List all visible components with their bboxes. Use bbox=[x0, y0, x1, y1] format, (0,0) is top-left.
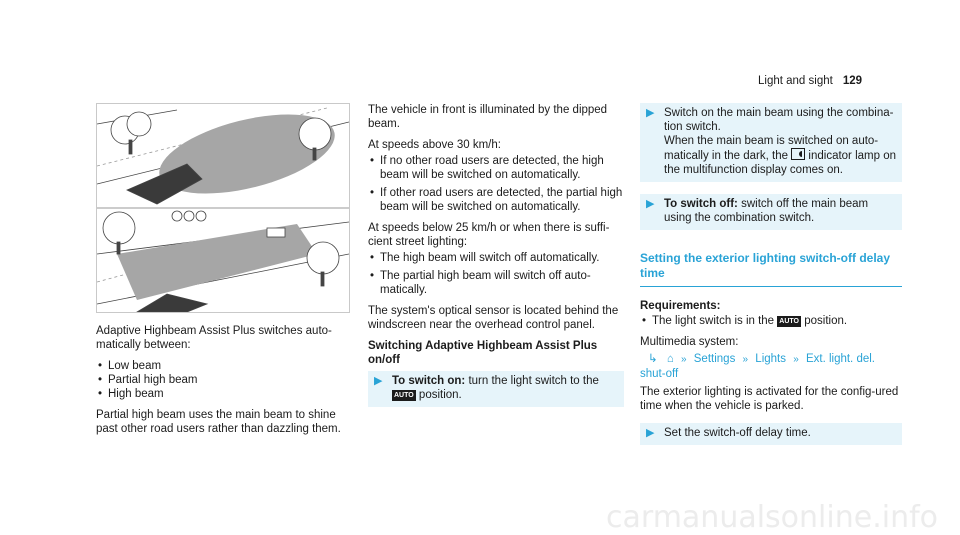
position-word: position. bbox=[804, 315, 848, 327]
requirements-list bbox=[640, 314, 902, 328]
section-name: Light and sight bbox=[758, 75, 833, 87]
path-arrow-icon: ↳ bbox=[648, 353, 658, 365]
path-item-lights[interactable]: Lights bbox=[755, 353, 786, 365]
list-item: • The high beam will switch off automatically. bbox=[368, 251, 624, 265]
switch-off-label: To switch off: bbox=[664, 198, 738, 210]
list-item: • Low beam bbox=[96, 359, 350, 373]
list-item bbox=[640, 314, 902, 328]
column-2 bbox=[368, 103, 624, 419]
above-speed-text: At speeds above 30 km/h: bbox=[368, 139, 501, 151]
switch-on-step bbox=[368, 371, 624, 407]
below-speed-list bbox=[368, 251, 624, 297]
column-1 bbox=[96, 103, 350, 443]
below-speed-text: At speeds below 25 km/h or when there is suffi-cient street lighting: bbox=[368, 222, 610, 248]
watermark: carmanualsonline.info bbox=[606, 500, 938, 535]
list-item: • Partial high beam bbox=[96, 373, 350, 387]
position-word: position. bbox=[418, 389, 462, 401]
set-delay-step bbox=[640, 423, 902, 445]
step-text: Switch on the main beam using the combina-tion switch. bbox=[664, 107, 894, 133]
step-arrow-icon: ▶ bbox=[646, 198, 655, 210]
requirements-label: Requirements: bbox=[640, 300, 721, 312]
multimedia-label: Multimedia system: bbox=[640, 336, 739, 348]
switch-off-text: switch off the main beam using the combination switch. bbox=[664, 198, 869, 224]
switch-on-text: turn the light switch to the bbox=[468, 375, 599, 387]
section-title: Setting the exterior lighting switch-off delay time bbox=[640, 251, 902, 287]
main-beam-indicator-icon bbox=[791, 148, 805, 160]
chevron-right-icon: » bbox=[793, 354, 799, 365]
list-item: • If other road users are detected, the partial high beam will be switched on automatically. bbox=[368, 186, 624, 214]
menu-path bbox=[640, 352, 902, 381]
requirement-text: The light switch is in the bbox=[652, 315, 775, 327]
mode-list bbox=[96, 359, 350, 401]
chevron-right-icon: » bbox=[681, 354, 687, 365]
step-arrow-icon: ▶ bbox=[646, 107, 655, 119]
activated-text: The exterior lighting is activated for the config-ured time when the vehicle is parked. bbox=[640, 386, 899, 412]
auto-icon: AUTO bbox=[779, 318, 800, 325]
path-item-settings[interactable]: Settings bbox=[693, 353, 736, 365]
highbeam-illustration bbox=[96, 103, 350, 313]
step-arrow-icon: ▶ bbox=[646, 427, 655, 439]
home-icon[interactable]: ⌂ bbox=[666, 353, 674, 365]
step-text: indicator lamp on the multifunction display comes on. bbox=[664, 150, 896, 176]
intro-text: Adaptive Highbeam Assist Plus switches auto-matically between: bbox=[96, 325, 332, 351]
chevron-right-icon: » bbox=[742, 354, 749, 365]
switching-heading: Switching Adaptive Highbeam Assist Plus on/off bbox=[368, 340, 598, 366]
sensor-text: The system's optical sensor is located behind the windscreen near the overhead control panel. bbox=[368, 305, 619, 331]
final-step-text: Set the switch-off delay time. bbox=[664, 427, 811, 439]
list-item: • High beam bbox=[96, 387, 350, 401]
path-item-ext-light[interactable]: Ext. light. del. shut-off bbox=[640, 353, 875, 380]
list-item: • If no other road users are detected, the high beam will be switched on automatically. bbox=[368, 154, 624, 182]
vehicle-front-text: The vehicle in front is illuminated by the dipped beam. bbox=[368, 104, 608, 130]
above-speed-list bbox=[368, 154, 624, 214]
column-3 bbox=[640, 103, 902, 457]
partial-beam-description: Partial high beam uses the main beam to shine past other road users rather than dazzling them. bbox=[96, 409, 341, 435]
auto-icon: AUTO bbox=[394, 392, 414, 399]
step-text: When the main beam is switched on auto-matically in the dark, the bbox=[664, 135, 879, 162]
switch-on-label: To switch on: bbox=[392, 375, 466, 387]
page-number: 129 bbox=[842, 75, 862, 87]
switch-off-step bbox=[640, 194, 902, 230]
page-header bbox=[758, 74, 862, 88]
list-item: • The partial high beam will switch off auto-matically. bbox=[368, 269, 624, 297]
step-arrow-icon: ▶ bbox=[374, 375, 383, 387]
switch-main-beam-step bbox=[640, 103, 902, 182]
